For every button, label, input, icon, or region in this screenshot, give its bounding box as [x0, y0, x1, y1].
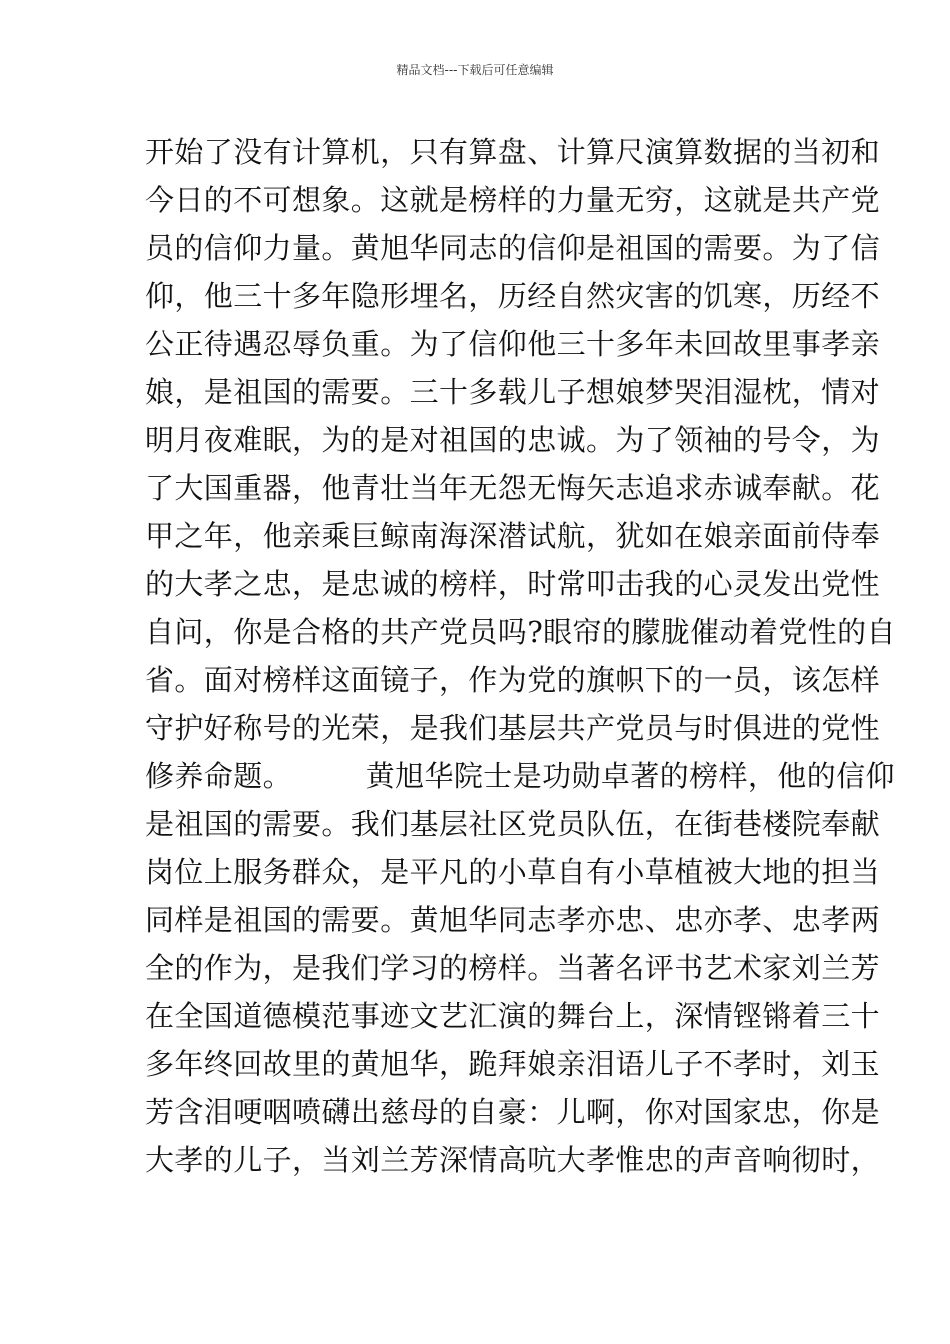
- body-text: [145, 128, 896, 1184]
- text-line: 守护好称号的光荣，是我们基层共产党员与时俱进的党性: [145, 711, 881, 745]
- text-line: 娘，是祖国的需要。三十多载儿子想娘梦哭泪湿枕，情对: [145, 375, 881, 409]
- text-line: 公正待遇忍辱负重。为了信仰他三十多年未回故里事孝亲: [145, 327, 881, 361]
- text-line: 甲之年，他亲乘巨鲸南海深潜试航，犹如在娘亲面前侍奉: [145, 519, 881, 553]
- text-line: 明月夜难眠，为的是对祖国的忠诚。为了领袖的号令，为: [145, 423, 881, 457]
- text-line: 仰，他三十多年隐形埋名，历经自然灾害的饥寒，历经不: [145, 279, 881, 313]
- text-line: 多年终回故里的黄旭华，跪拜娘亲泪语儿子不孝时，刘玉: [145, 1047, 881, 1081]
- text-line: 了大国重器，他青壮当年无怨无悔矢志追求赤诚奉献。花: [145, 471, 881, 505]
- text-line: 开始了没有计算机，只有算盘、计算尺演算数据的当初和: [145, 135, 881, 169]
- text-line: 岗位上服务群众，是平凡的小草自有小草植被大地的担当: [145, 855, 881, 889]
- text-line: 在全国道德模范事迹文艺汇演的舞台上，深情铿锵着三十: [145, 999, 881, 1033]
- text-line: 修养命题。 黄旭华院士是功勋卓著的榜样，他的信仰: [145, 759, 895, 793]
- text-line: 全的作为，是我们学习的榜样。当著名评书艺术家刘兰芳: [145, 951, 881, 985]
- text-line: 同样是祖国的需要。黄旭华同志孝亦忠、忠亦孝、忠孝两: [145, 903, 881, 937]
- text-line: 大孝的儿子，当刘兰芳深情高吭大孝惟忠的声音响彻时，: [145, 1143, 881, 1177]
- text-line: 芳含泪哽咽喷礴出慈母的自豪：儿啊，你对国家忠，你是: [145, 1095, 881, 1129]
- text-line: 今日的不可想象。这就是榜样的力量无穷，这就是共产党: [145, 183, 881, 217]
- page-header: 精品文档---下载后可任意编辑: [396, 63, 554, 77]
- text-line: 员的信仰力量。黄旭华同志的信仰是祖国的需要。为了信: [145, 231, 881, 265]
- text-line: 是祖国的需要。我们基层社区党员队伍，在街巷楼院奉献: [145, 807, 881, 841]
- text-line: 省。面对榜样这面镜子，作为党的旗帜下的一员，该怎样: [145, 663, 881, 697]
- text-line: 的大孝之忠，是忠诚的榜样，时常叩击我的心灵发出党性: [145, 567, 881, 601]
- text-line: 自问，你是合格的共产党员吗?眼帘的朦胧催动着党性的自: [145, 615, 896, 649]
